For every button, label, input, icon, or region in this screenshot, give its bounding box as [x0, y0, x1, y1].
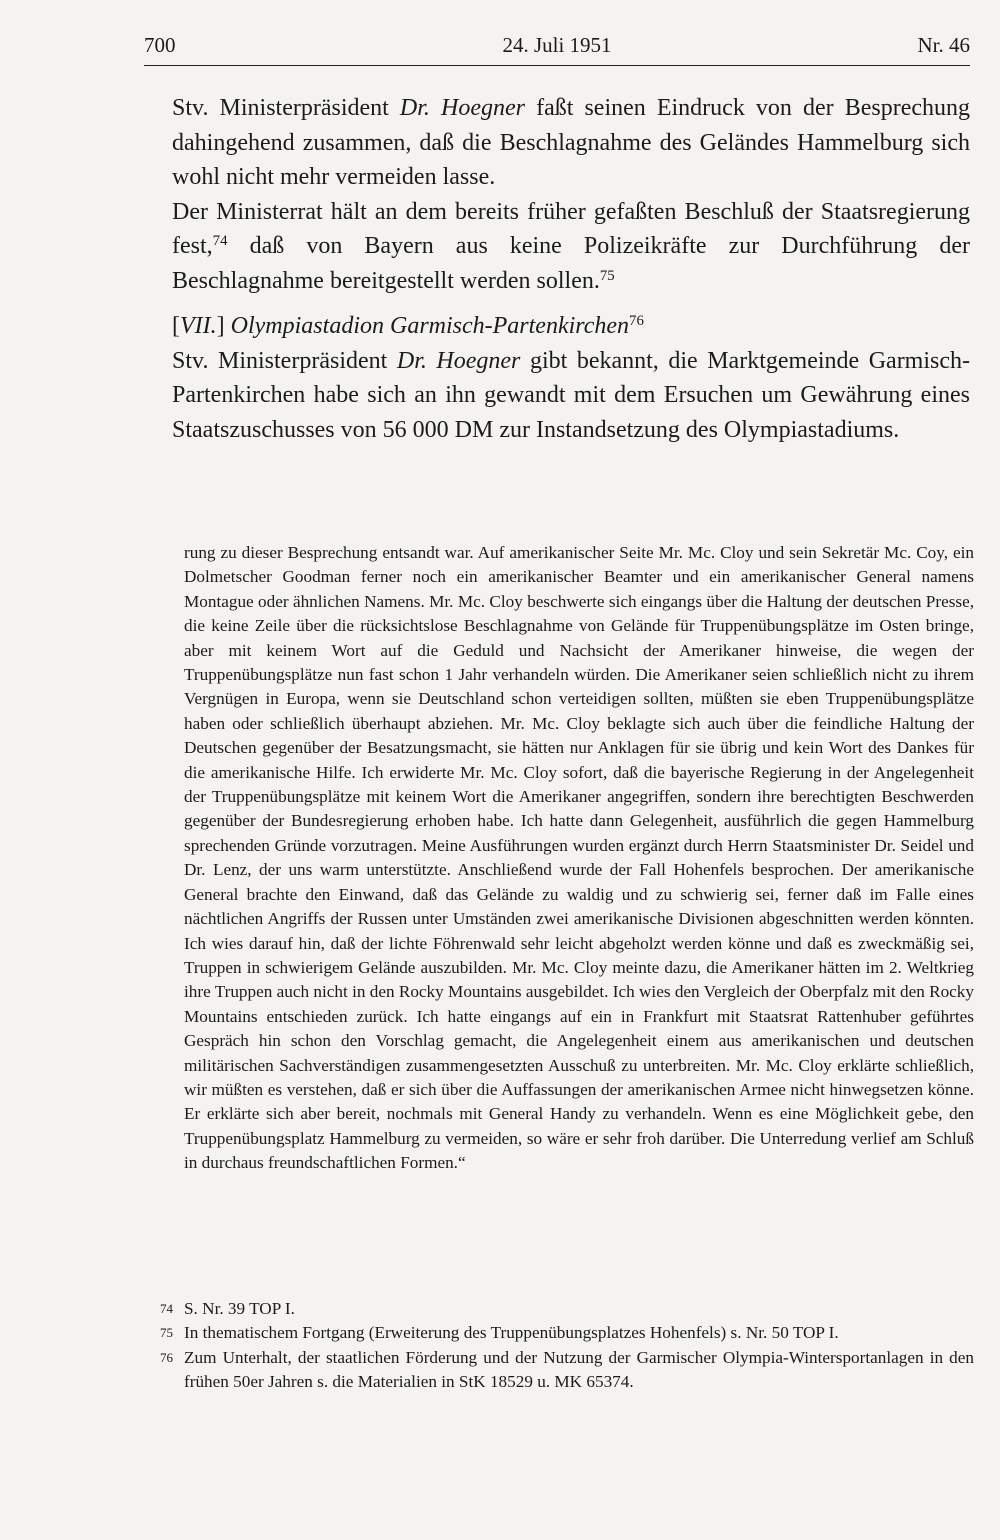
footnote-number: 75: [160, 1325, 173, 1341]
paragraph-text: faßt seinen Eindruck von der Besprechung dahingehend zusammen, daß die Beschlagnahme des Geländes Hammelburg sich wohl nicht mehr vermeiden lasse.: [172, 95, 970, 190]
bracket: ]: [216, 313, 231, 339]
footnote-continuation: [184, 541, 974, 1176]
footnote-number: 76: [160, 1349, 173, 1365]
section-number: VII.: [180, 313, 217, 339]
paragraph-text: daß von Bayern aus keine Polizeikräfte zur Durchführung der Beschlagnahme bereitgestellt werden sollen.: [172, 233, 970, 294]
footnote-ref[interactable]: 75: [599, 267, 615, 284]
footnote-ref[interactable]: 76: [629, 312, 644, 329]
footnote: [160, 1346, 974, 1395]
paragraph-text: Stv. Ministerpräsident: [172, 95, 400, 121]
paragraph-olympiastadion: [172, 344, 970, 448]
speaker-name: Dr. Hoegner: [399, 95, 525, 121]
paragraph-hoegner-summary: [172, 91, 970, 195]
running-header: [144, 28, 970, 62]
footnote-text: S. Nr. 39 TOP I.: [184, 1299, 295, 1318]
footnote-ref[interactable]: 74: [212, 232, 228, 249]
footnote-number: 74: [160, 1301, 173, 1316]
header-rule: [144, 65, 970, 66]
document-number: Nr. 46: [917, 33, 970, 57]
page-number: 700: [144, 33, 176, 57]
main-text: [172, 91, 970, 447]
paragraph-text: Stv. Ministerpräsident: [172, 347, 397, 374]
footnote: [160, 1297, 974, 1321]
speaker-name: Dr. Hoegner: [396, 347, 521, 374]
footnote-continuation-text: rung zu dieser Besprechung entsandt war. Auf amerikanischer Seite Mr. Mc. Cloy und sein Sekretär Mc. Coy, ein Dolmetscher Goodman ferner noch ein amerikanischer Beamter und ein amerikanischer General namens Montague oder ähnlichen Namens. Mr. Mc. Cloy beschwerte sich eingangs über die Haltung der deutschen Presse, die keine Zeile über die rücksichtslose Beschlagnahme von Gelände für Truppenübungsplätze im Osten bringe, aber mit keinem Wort auf die Geduld und Nachsicht der Amerikaner hinweise, die wegen der Truppenübungsplätze nun fast schon 1 Jahr verhandeln würden. Die Amerikaner seien schließlich nicht zu ihrem Vergnügen in Europa, wenn sie Deutschland schon verteidigen sollten, müßten sie eben Truppenübungsplätze haben oder schließlich überhaupt abziehen. Mr. Mc. Cloy beklagte sich auch über die feindliche Haltung der Deutschen gegenüber der Besatzungsmacht, sie hätten nur Anklagen für sie übrig und kein Wort des Dankes für die amerikanische Hilfe. Ich erwiderte Mr. Mc. Cloy sofort, daß die bayerische Regierung in der Angelegenheit der Truppenübungsplätze mit keinem Wort die Amerikaner angegriffen, sondern ihre berechtigten Beschwerden gegenüber der Bundesregierung erhoben habe. Ich hatte dann Gelegenheit, ausführlich die gegen Hammelburg sprechenden Gründe vorzutragen. Meine Ausführungen wurden ergänzt durch Herrn Staatsminister Dr. Seidel und Dr. Lenz, der uns warm unterstützte. Anschließend wurde der Fall Hohenfels besprochen. Der amerikanische General brachte den Einwand, daß das Gelände zu waldig und zu schwierig sei, ferner daß im Falle eines nächtlichen Angriffs der Russen unter Umständen zwei amerikanische Divisionen abgeschnitten werden könnten. Ich wies darauf hin, daß der lichte Föhrenwald sehr leicht abgeholzt werden könne und daß es zweckmäßig sei, Truppen in schwierigem Gelände auszubilden. Mr. Mc. Cloy meinte dazu, die Amerikaner hätten im 2. Weltkrieg ihre Truppen auch nicht in den Rocky Mountains ausgebildet. Ich wies den Vergleich der Oberpfalz mit den Rocky Mountains entschieden zurück. Ich hatte eingangs auf ein in Frankfurt mit Staatsrat Rattenhuber geführtes Gespräch hin schon den Vorschlag gemacht, die Angelegenheit einem aus amerikanischen und deutschen militärischen Sachverständigen zusammengesetzten Ausschuß zu unterbreiten. Mr. Mc. Cloy erklärte schließlich, wir müßten es verstehen, daß er sich über die Auffassungen der amerikanischen Armee nicht hinwegsetzen könne. Er erklärte sich aber bereit, nochmals mit General Handy zu verhandeln. Wenn es eine Möglichkeit gebe, den Truppenübungsplatz Hammelburg zu vermeiden, so wäre er sehr froh darüber. Die Unterredung verlief am Schluß in durchaus freundschaftlichen Formen.“: [184, 543, 974, 1173]
paragraph-text: Der Ministerrat hält an dem bereits früher gefaßten Beschluß der Staatsregierung fest,: [172, 198, 970, 259]
footnotes: [160, 1297, 974, 1395]
section-heading: [172, 309, 970, 344]
footnote-text: In thematischem Fortgang (Erweiterung des Truppenübungsplatzes Hohenfels) s. Nr. 50 TOP I.: [184, 1323, 839, 1343]
paragraph-text: gibt bekannt, die Marktgemeinde Garmisch-Partenkirchen habe sich an ihn gewandt mit dem Ersuchen um Gewährung eines Staatszuschusses von 56 000 DM zur Instandsetzung des Olympiastadiums.: [172, 347, 971, 443]
section-title: Olympiastadion Garmisch-Partenkirchen: [230, 313, 630, 339]
paragraph-ministerrat-decision: [172, 195, 970, 299]
bracket: [: [172, 313, 180, 339]
footnote-text: Zum Unterhalt, der staatlichen Förderung und der Nutzung der Garmischer Olympia-Wintersportanlagen in den frühen 50er Jahren s. die Materialien in StK 18529 u. MK 65374.: [184, 1347, 974, 1392]
footnote: [160, 1321, 974, 1345]
header-date: 24. Juli 1951: [502, 33, 612, 57]
